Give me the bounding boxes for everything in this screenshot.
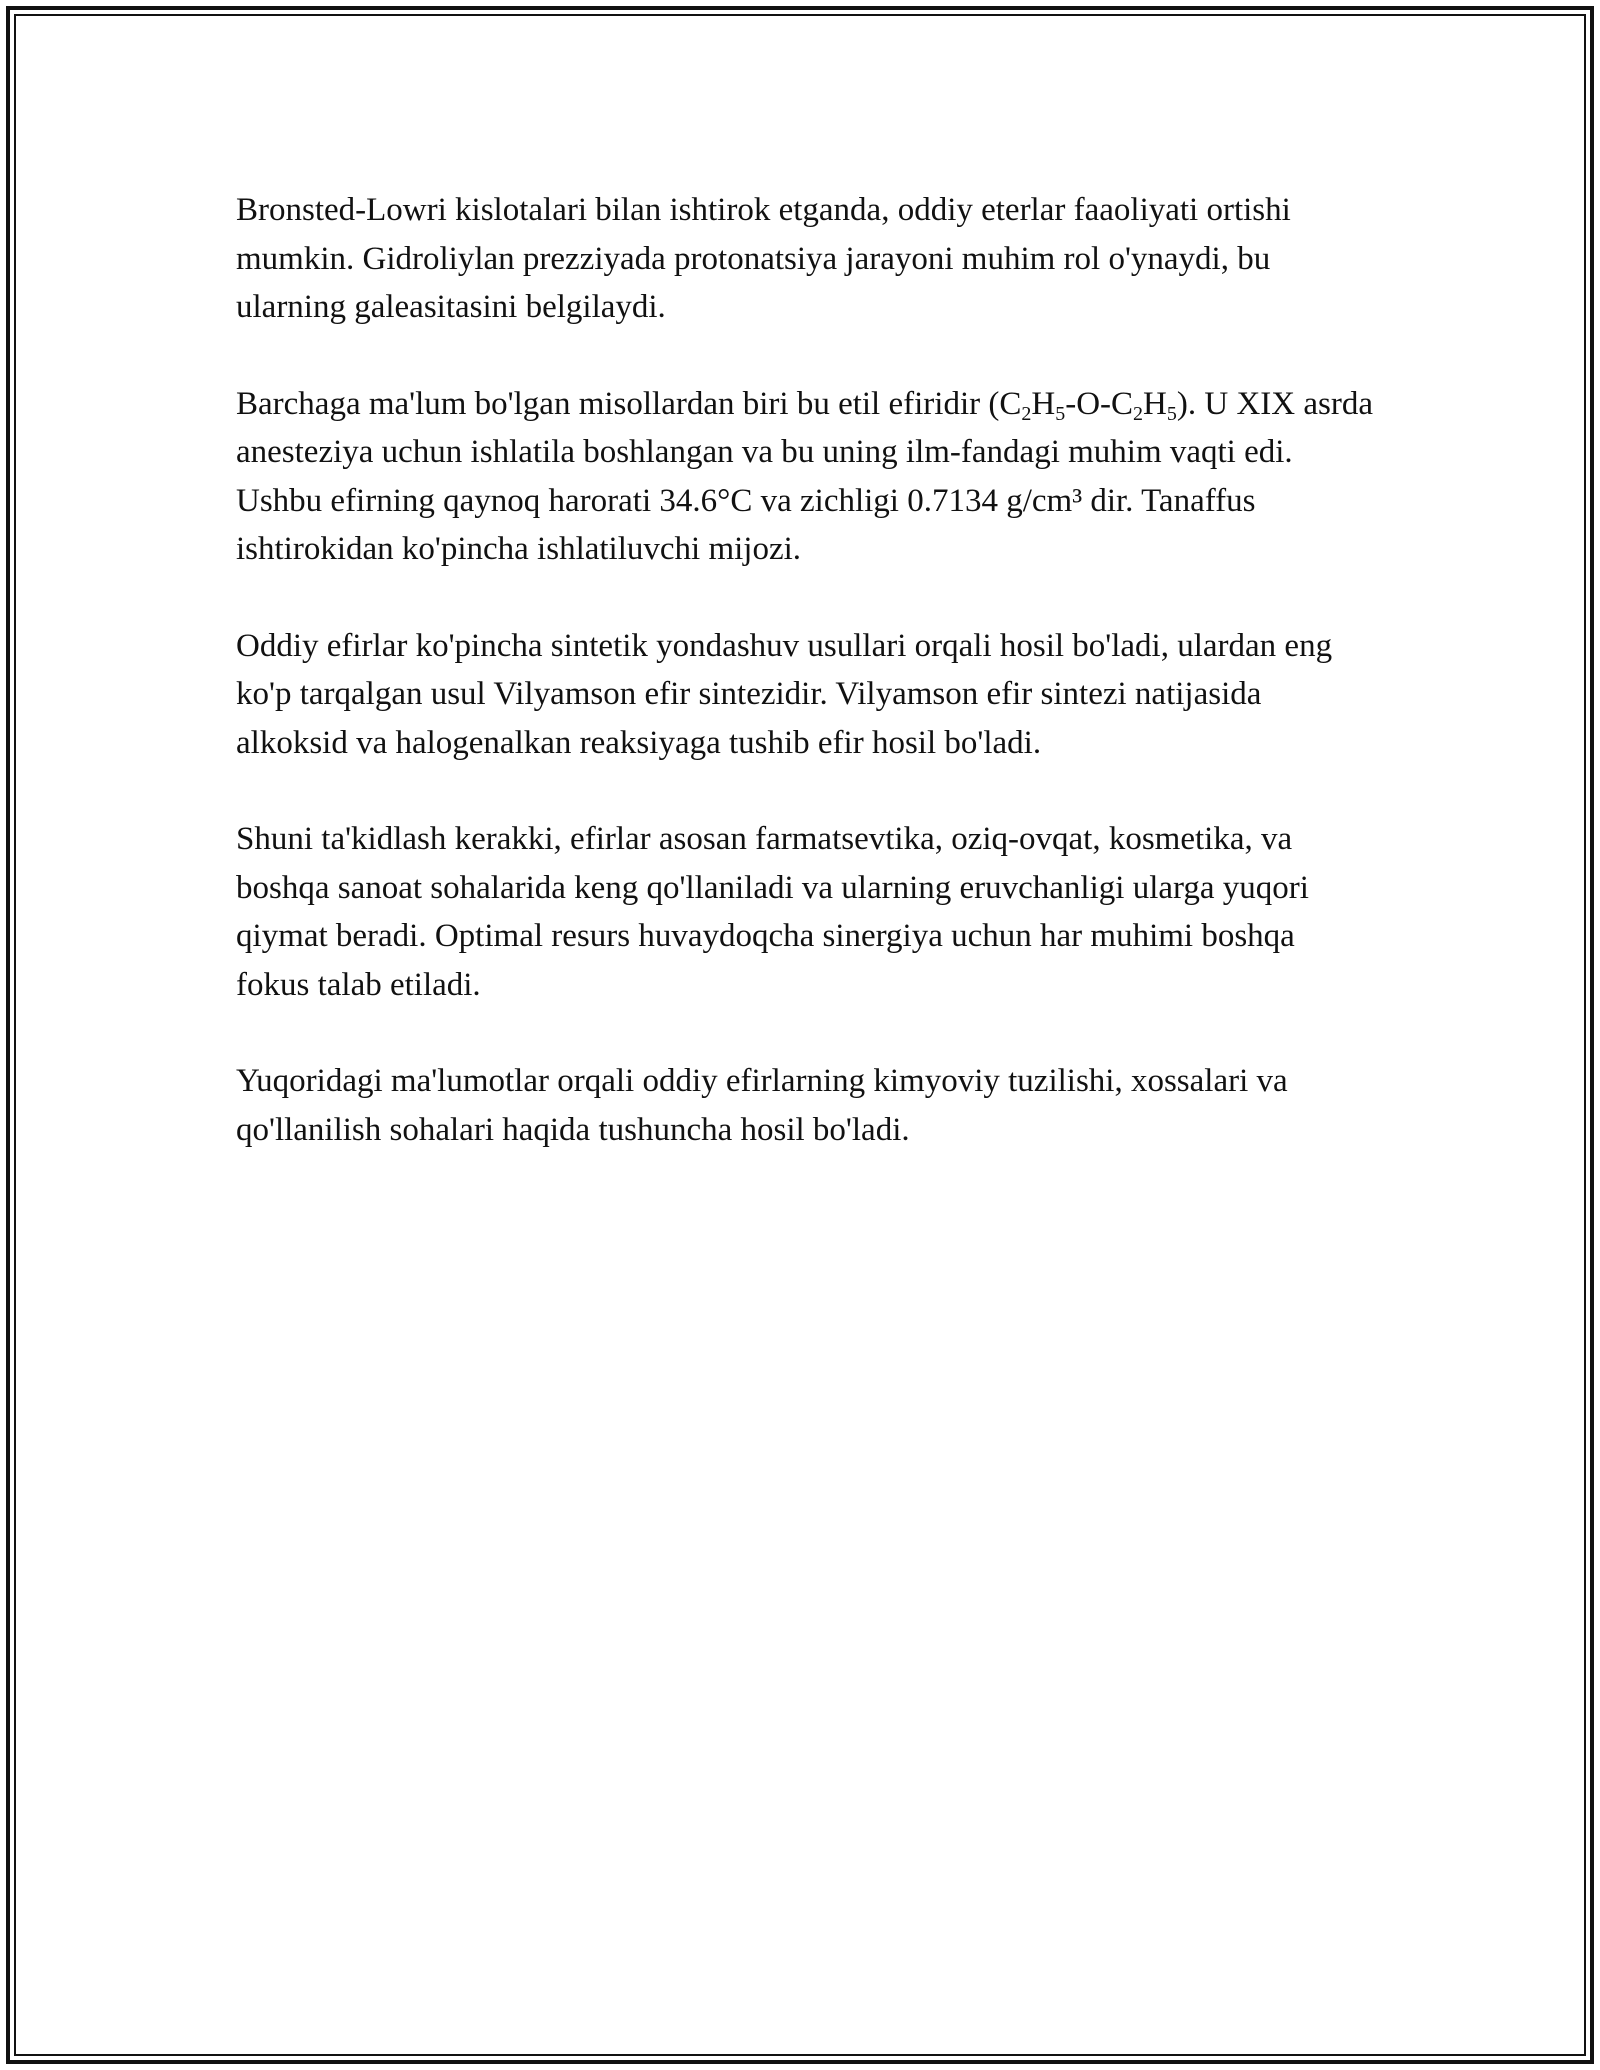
formula-text-oc: -O-C (1065, 385, 1134, 422)
document-body (236, 186, 1376, 1202)
subscript-c-count-2: 2 (1133, 402, 1144, 425)
subscript-h-count-2: 5 (1166, 402, 1177, 425)
subscript-c-count-1: 2 (1021, 402, 1032, 425)
subscript-h-count-1: 5 (1055, 402, 1066, 425)
paragraph-4: Shuni ta'kidlash kerakki, efirlar asosan farmatsevtika, oziq-ovqat, kosmetika, va boshqa sanoat sohalarida keng qo'llaniladi va ularning eruvchanligi ularga yuqori qiymat beradi. Optimal resurs huvaydoqcha sinergiya uchun har muhimi boshqa fokus talab etiladi. (236, 821, 1309, 1003)
formula-text-h-1: H (1031, 385, 1056, 422)
paragraph-2-text-start: Barchaga ma'lum bo'lgan misollardan biri bu etil efiridir (C (236, 385, 1022, 422)
paragraph-2 (236, 380, 1376, 574)
paragraph-3: Oddiy efirlar ko'pincha sintetik yondashuv usullari orqali hosil bo'ladi, ulardan eng ko'p tarqalgan usul Vilyamson efir sintezidir. Vilyamson efir sintezi natijasida alkoksid va halogenalkan reaksiyaga tushib efir hosil bo'ladi. (236, 627, 1333, 761)
paragraph-5: Yuqoridagi ma'lumotlar orqali oddiy efirlarning kimyoviy tuzilishi, xossalari va qo'llanilish sohalari haqida tushuncha hosil bo'ladi. (236, 1063, 1288, 1148)
paragraph-1: Bronsted-Lowri kislotalari bilan ishtirok etganda, oddiy eterlar faaoliyati ortishi mumkin. Gidroliylan prezziyada protonatsiya jarayoni muhim rol o'ynaydi, bu ularning galeasitasini belgilaydi. (236, 192, 1291, 325)
formula-text-h-2: H (1143, 385, 1167, 422)
paragraph-2-text-end: ). U XIX asrda anesteziya uchun ishlatila boshlangan va bu uning ilm-fandagi muhim vaqti edi. Ushbu efirning qaynoq harorati 34.6°C va zichligi 0.7134 g/cm³ dir. Tanaffus ishtirokidan ko'pincha ishlatiluvchi mijozi. (236, 385, 1373, 567)
